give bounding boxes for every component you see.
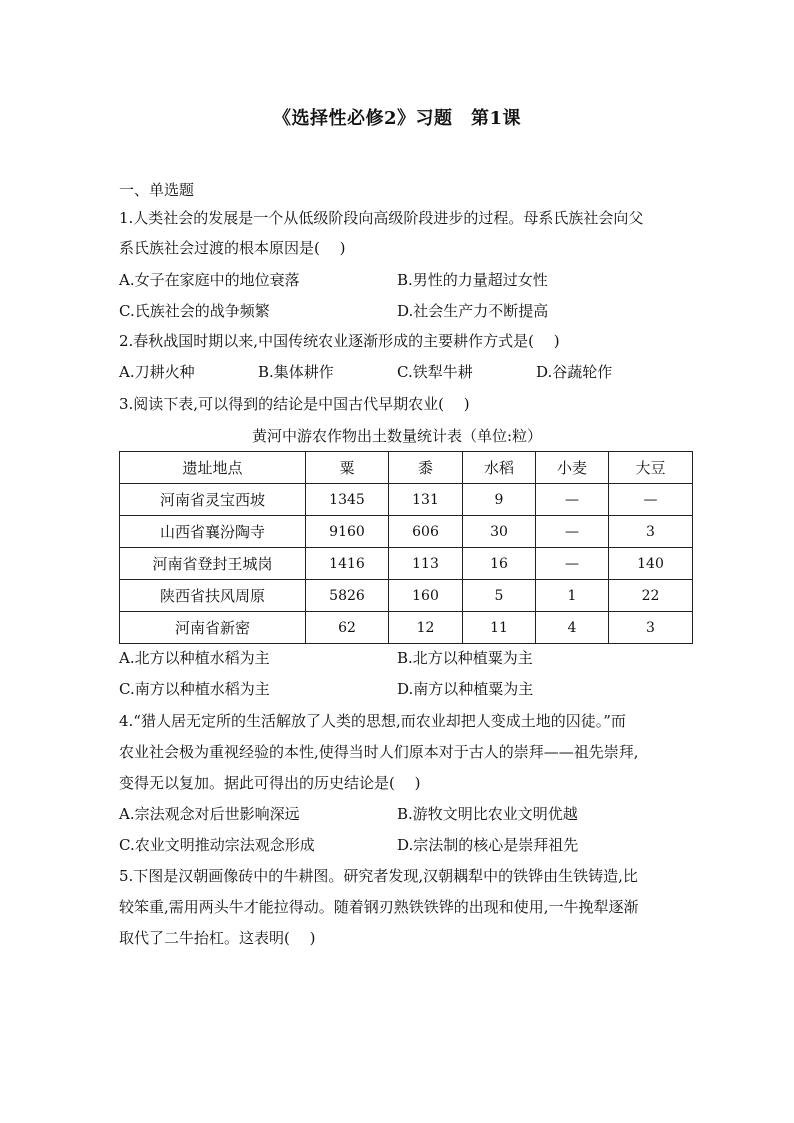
q4-option-d: D.宗法制的核心是崇拜祖先 (397, 836, 579, 854)
q2-option-c: C.铁犁牛耕 (397, 363, 473, 381)
q2-option-b: B.集体耕作 (258, 363, 334, 381)
q1-option-c: C.氏族社会的战争频繁 (119, 302, 270, 320)
table-row (120, 516, 693, 548)
header-soybean: 大豆 (609, 452, 693, 484)
q3-option-a: A.北方以种植水稻为主 (119, 649, 270, 667)
cell-value: — (536, 548, 609, 580)
q5-text-line3: 取代了二牛抬杠。这表明( ) (119, 929, 316, 947)
cell-value: 16 (463, 548, 536, 580)
cell-site: 山西省襄汾陶寺 (120, 516, 306, 548)
q5-text-line1: 5.下图是汉朝画像砖中的牛耕图。研究者发现,汉朝耦犁中的铁铧由生铁铸造,比 (119, 867, 638, 885)
q1-option-d: D.社会生产力不断提高 (397, 302, 549, 320)
q4-text-line3: 变得无以复加。据此可得出的历史结论是( ) (119, 774, 421, 792)
cell-value: 3 (609, 516, 693, 548)
q5-text-line2: 较笨重,需用两头牛才能拉得动。随着钢刃熟铁铁铧的出现和使用,一牛挽犁逐渐 (119, 898, 639, 916)
cell-value: 11 (463, 612, 536, 644)
q2-option-a: A.刀耕火种 (119, 363, 195, 381)
cell-site: 河南省新密 (120, 612, 306, 644)
table-header-row (120, 452, 693, 484)
cell-value: 1 (536, 580, 609, 612)
crop-statistics-table (119, 451, 693, 644)
cell-value: — (536, 484, 609, 516)
cell-site: 河南省灵宝西坡 (120, 484, 306, 516)
cell-value: — (609, 484, 693, 516)
q1-option-b: B.男性的力量超过女性 (397, 271, 548, 289)
header-wheat: 小麦 (536, 452, 609, 484)
table-row (120, 580, 693, 612)
cell-value: 22 (609, 580, 693, 612)
cell-value: 131 (389, 484, 463, 516)
cell-value: 30 (463, 516, 536, 548)
header-rice: 水稻 (463, 452, 536, 484)
table-caption: 黄河中游农作物出土数量统计表（单位:粒） (251, 427, 543, 445)
q4-option-a: A.宗法观念对后世影响深远 (119, 805, 300, 823)
cell-site: 陕西省扶风周原 (120, 580, 306, 612)
header-millet: 粟 (306, 452, 389, 484)
q3-option-d: D.南方以种植粟为主 (397, 680, 534, 698)
cell-value: 113 (389, 548, 463, 580)
cell-value: 62 (306, 612, 389, 644)
cell-value: 140 (609, 548, 693, 580)
q1-text-line1: 1.人类社会的发展是一个从低级阶段向高级阶段进步的过程。母系氏族社会向父 (119, 209, 644, 227)
header-site: 遗址地点 (120, 452, 306, 484)
q3-text-line1: 3.阅读下表,可以得到的结论是中国古代早期农业( ) (119, 395, 470, 413)
q2-text-line1: 2.春秋战国时期以来,中国传统农业逐渐形成的主要耕作方式是( ) (119, 332, 560, 350)
q4-option-b: B.游牧文明比农业文明优越 (397, 805, 578, 823)
cell-value: 1345 (306, 484, 389, 516)
q2-option-d: D.谷蔬轮作 (536, 363, 613, 381)
cell-value: 160 (389, 580, 463, 612)
cell-value: 5 (463, 580, 536, 612)
cell-value: 12 (389, 612, 463, 644)
q4-text-line2: 农业社会极为重视经验的本性,使得当时人们原本对于古人的崇拜——祖先崇拜, (119, 743, 639, 761)
cell-value: 9 (463, 484, 536, 516)
q3-option-c: C.南方以种植水稻为主 (119, 680, 270, 698)
cell-value: 4 (536, 612, 609, 644)
q3-option-b: B.北方以种植粟为主 (397, 649, 533, 667)
section-heading: 一、单选题 (119, 181, 195, 199)
page-title: 《选择性必修2》习题 第1课 (272, 108, 522, 129)
cell-value: 606 (389, 516, 463, 548)
q1-option-a: A.女子在家庭中的地位衰落 (119, 271, 300, 289)
cell-value: 9160 (306, 516, 389, 548)
cell-site: 河南省登封王城岗 (120, 548, 306, 580)
table-row (120, 612, 693, 644)
q4-option-c: C.农业文明推动宗法观念形成 (119, 836, 315, 854)
q4-text-line1: 4.“猎人居无定所的生活解放了人类的思想,而农业却把人变成土地的囚徒。”而 (119, 712, 626, 730)
table-row (120, 548, 693, 580)
cell-value: 3 (609, 612, 693, 644)
cell-value: 5826 (306, 580, 389, 612)
cell-value: — (536, 516, 609, 548)
header-broomcorn: 黍 (389, 452, 463, 484)
cell-value: 1416 (306, 548, 389, 580)
table-row (120, 484, 693, 516)
q1-text-line2: 系氏族社会过渡的根本原因是( ) (119, 239, 346, 257)
